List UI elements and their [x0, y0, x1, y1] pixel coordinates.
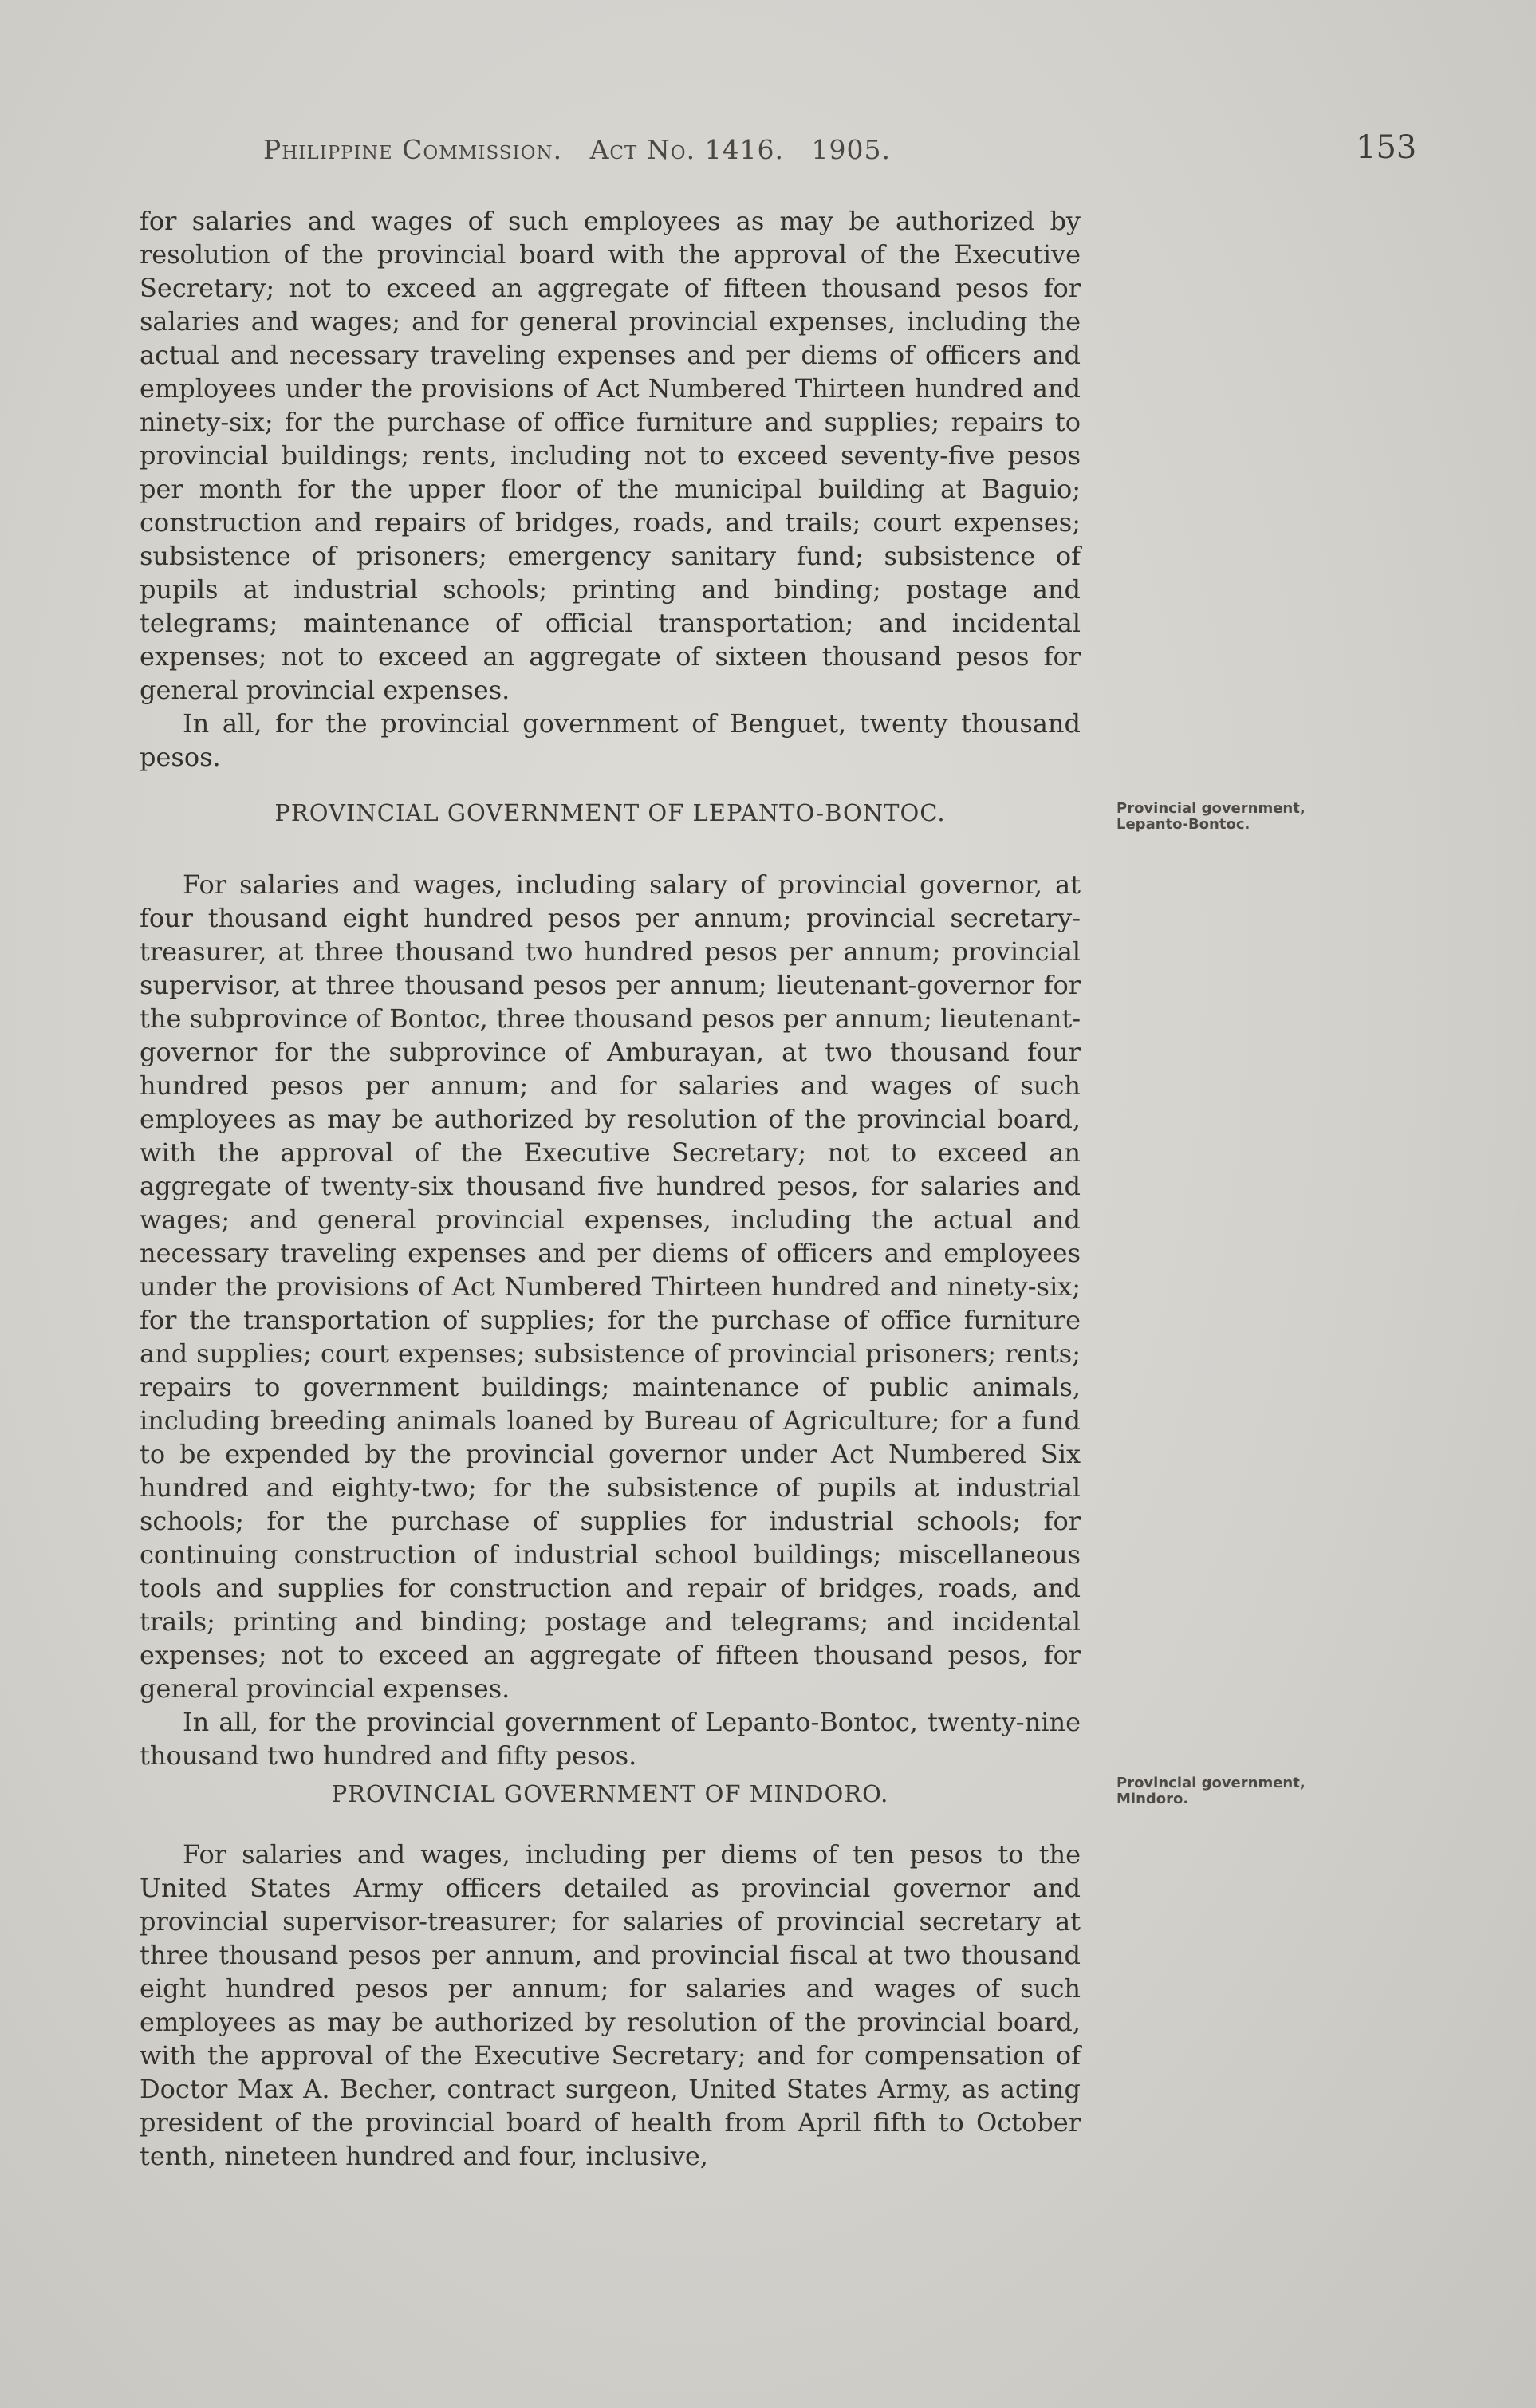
- mindoro-section: [140, 1838, 1081, 2173]
- running-head-title: Philippine Commission.: [263, 134, 563, 165]
- benguet-section: [140, 204, 1081, 774]
- lepanto-bontoc-total: In all, for the provincial government of Lepanto-Bontoc, twenty-nine thousand two hundred and fifty pesos.: [140, 1707, 1081, 1771]
- mindoro-side-note: Provincial government, Mindoro.: [1117, 1775, 1306, 1807]
- running-head-act: Act No. 1416.: [589, 134, 785, 165]
- benguet-paragraph: for salaries and wages of such employees as may be authorized by resolution of the provincial board with the approval of the Executive Secretary; not to exceed an aggregate of fifteen thousand pesos for salaries and wages; and for general provincial expenses, including the actual and necessary traveling expenses and per diems of officers and employees under the provisions of Act Numbered Thirteen hundred and ninety-six; for the purchase of office furniture and supplies; repairs to provincial buildings; rents, including not to exceed seventy-five pesos per month for the upper floor of the municipal building at Baguio; construction and repairs of bridges, roads, and trails; court expenses; subsistence of prisoners; emergency sanitary fund; subsistence of pupils at industrial schools; printing and binding; postage and telegrams; maintenance of official transportation; and incidental expenses; not to exceed an aggregate of sixteen thousand pesos for general provincial expenses.: [140, 206, 1081, 705]
- lepanto-bontoc-section: [140, 868, 1081, 1772]
- mindoro-heading: PROVINCIAL GOVERNMENT OF MINDORO.: [331, 1780, 889, 1807]
- lepanto-bontoc-paragraph: For salaries and wages, including salary of provincial governor, at four thousand eight hundred pesos per annum; provincial secretary-treasurer, at three thousand two hundred pesos per annum; provincial supervisor, at three thousand pesos per annum; lieutenant-governor for the subprovince of Bontoc, three thousand pesos per annum; lieutenant-governor for the subprovince of Amburayan, at two thousand four hundred pesos per annum; and for salaries and wages of such employees as may be authorized by resolution of the provincial board, with the approval of the Executive Secretary; not to exceed an aggregate of twenty-six thousand five hundred pesos, for salaries and wages; and general provincial expenses, including the actual and necessary traveling expenses and per diems of officers and employees under the provisions of Act Numbered Thirteen hundred and ninety-six; for the transportation of supplies; for the purchase of office furniture and supplies; court expenses; subsistence of provincial prisoners; rents; repairs to government buildings; maintenance of public animals, including breeding animals loaned by Bureau of Agriculture; for a fund to be expended by the provincial governor under Act Numbered Six hundred and eighty-two; for the subsistence of pupils at industrial schools; for the purchase of supplies for industrial schools; for continuing construction of industrial school buildings; miscellaneous tools and supplies for construction and repair of bridges, roads, and trails; printing and binding; postage and telegrams; and incidental expenses; not to exceed an aggregate of fifteen thousand pesos, for general provincial expenses.: [140, 869, 1081, 1704]
- mindoro-paragraph: For salaries and wages, including per diems of ten pesos to the United States Army officers detailed as provincial governor and provincial supervisor-treasurer; for salaries of provincial secretary at three thousand pesos per annum, and provincial fiscal at two thousand eight hundred pesos per annum; for salaries and wages of such employees as may be authorized by resolution of the provincial board, with the approval of the Executive Secretary; and for compensation of Doctor Max A. Becher, contract surgeon, United States Army, as acting president of the provincial board of health from April fifth to October tenth, nineteen hundred and four, inclusive,: [140, 1839, 1081, 2171]
- lepanto-bontoc-side-note: Provincial government, Lepanto-Bontoc.: [1117, 800, 1306, 833]
- running-head-year: 1905.: [811, 134, 892, 165]
- lepanto-bontoc-heading: PROVINCIAL GOVERNMENT OF LEPANTO-BONTOC.: [274, 799, 946, 826]
- benguet-total: In all, for the provincial government of Benguet, twenty thousand pesos.: [140, 708, 1081, 772]
- page-number: 153: [1356, 129, 1417, 166]
- running-head: [263, 134, 891, 165]
